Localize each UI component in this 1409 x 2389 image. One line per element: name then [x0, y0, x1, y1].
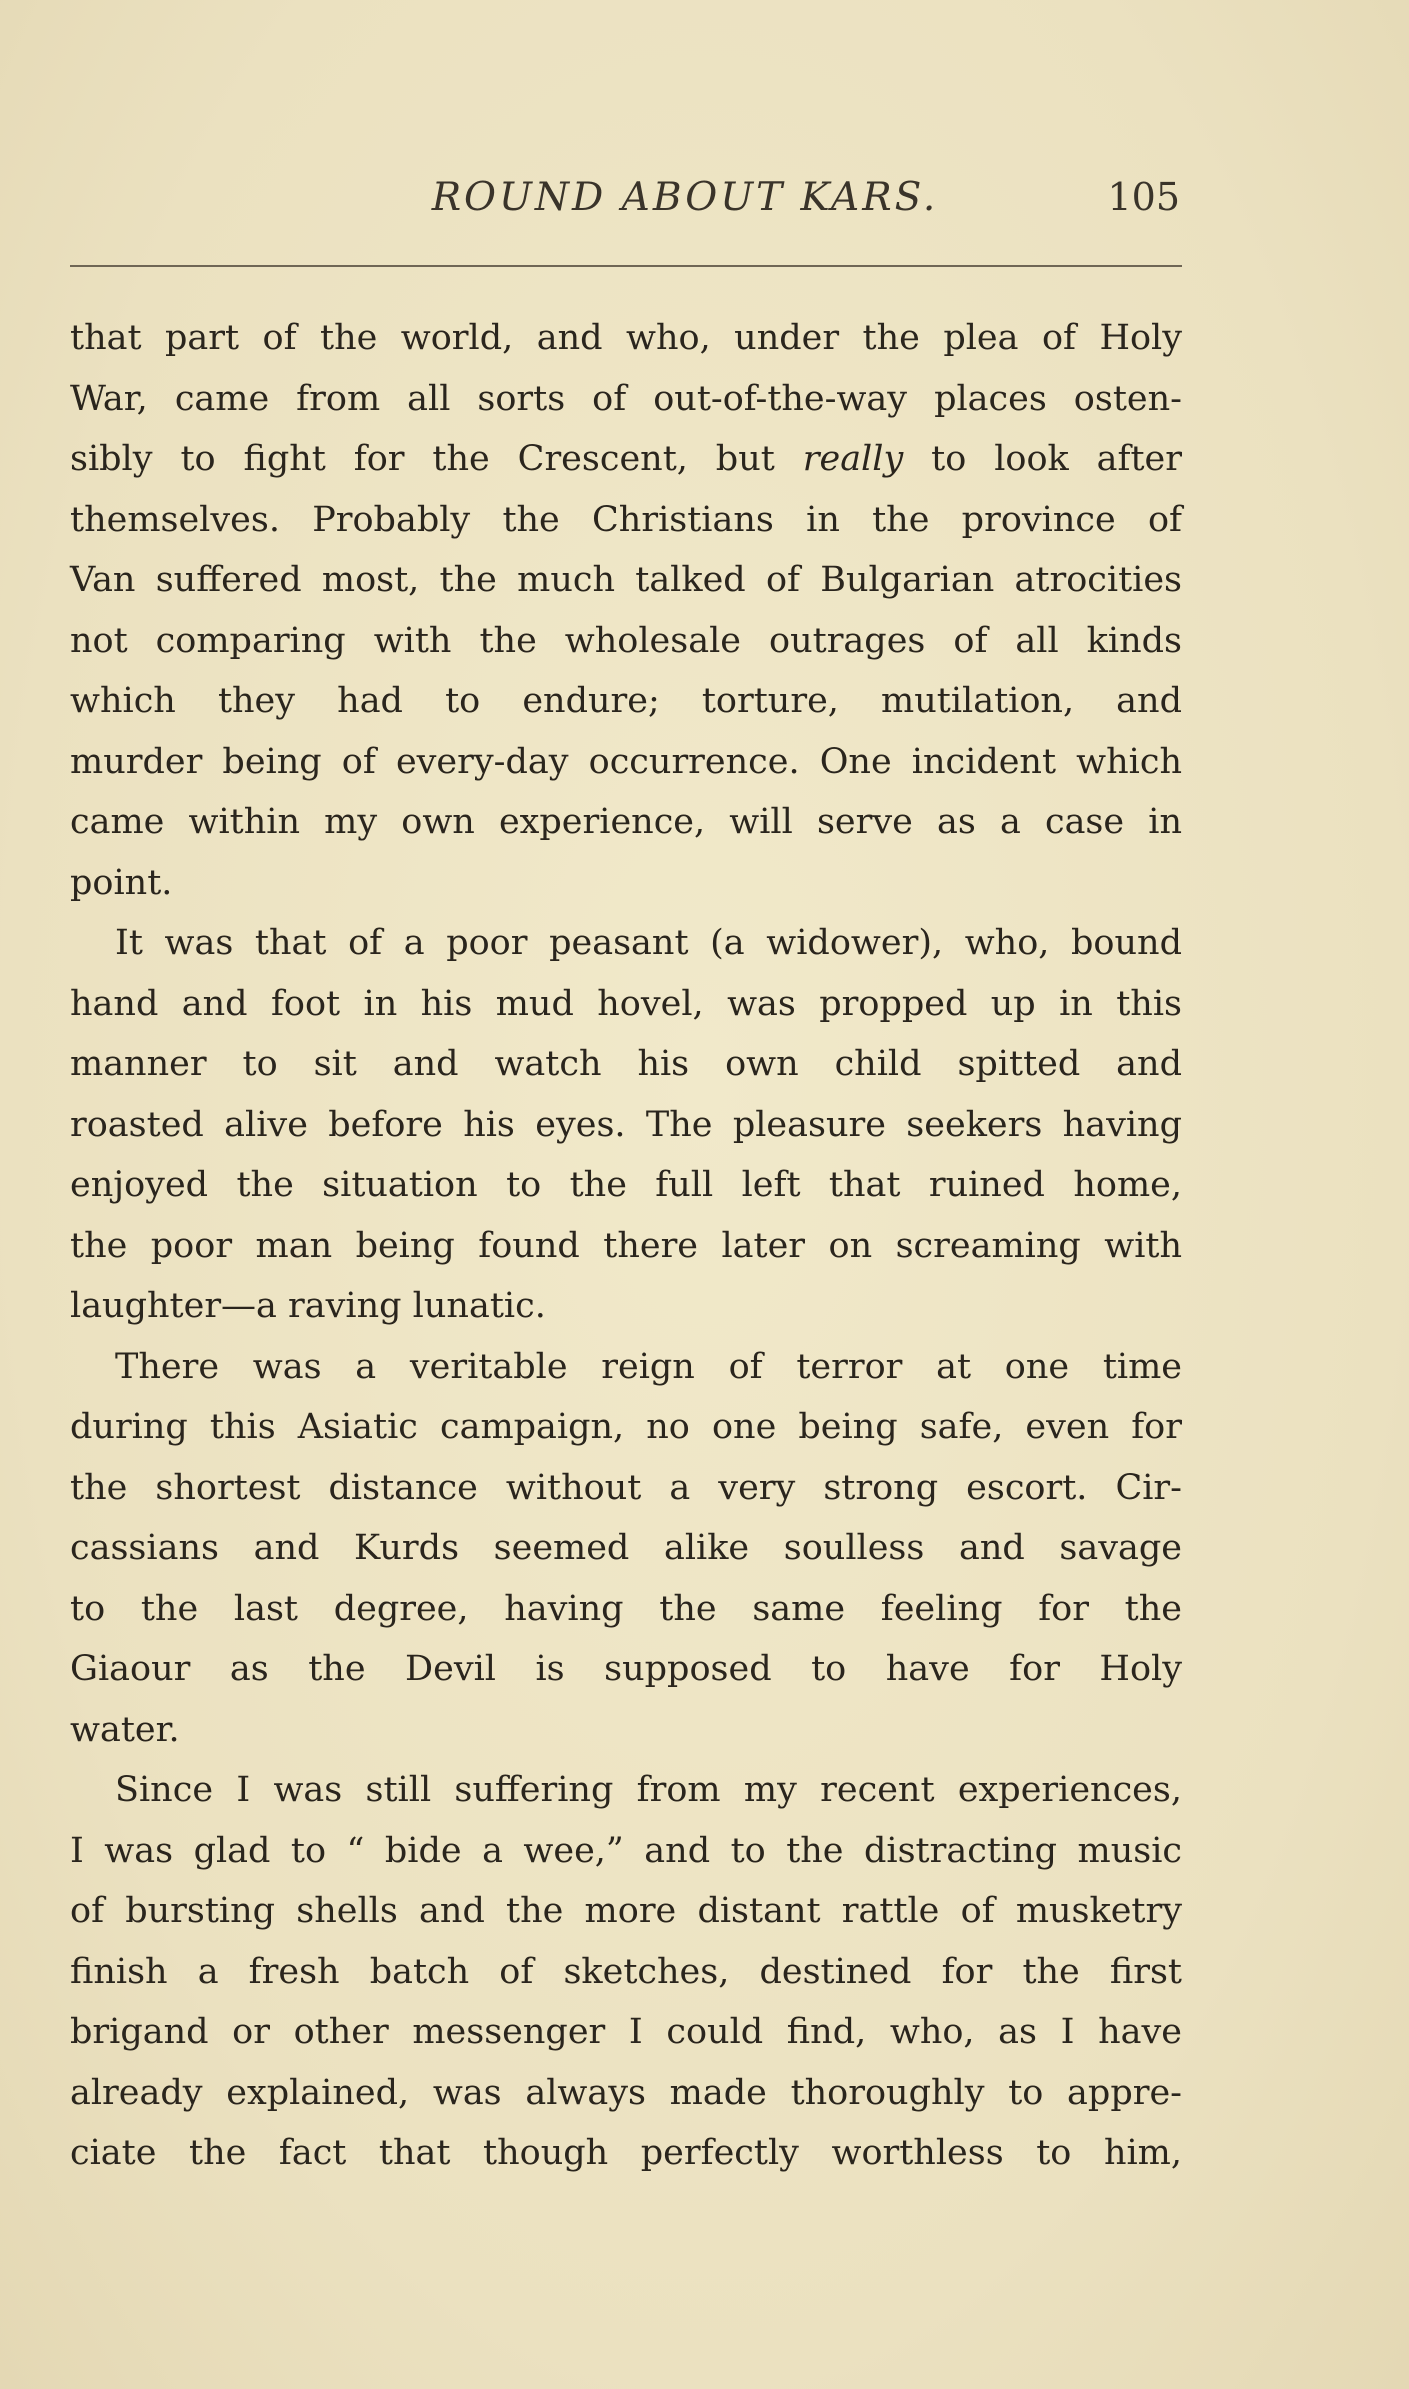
text-line: to the last degree, having the same feeling for the — [70, 1588, 1182, 1629]
text-line: laughter—a raving lunatic. — [70, 1286, 546, 1326]
text-line: themselves. Probably the Christians in the province of — [70, 499, 1182, 540]
paragraph-first-line: There was a veritable reign of terror at one time — [115, 1346, 1182, 1387]
text-line: the poor man being found there later on screaming with — [70, 1225, 1182, 1266]
italic-text: really — [802, 439, 904, 479]
text-line: during this Asiatic campaign, no one being safe, even for — [70, 1407, 1182, 1447]
text-line: brigand or other messenger I could find, who, as I have — [70, 2012, 1182, 2052]
text-line: manner to sit and watch his own child spitted and — [70, 1044, 1182, 1084]
body-text — [70, 308, 1182, 2184]
text-line: roasted alive before his eyes. The pleasure seekers having — [70, 1104, 1182, 1145]
text-line: the shortest distance without a very strong escort. Cir- — [70, 1467, 1182, 1508]
text-line: not comparing with the wholesale outrages of all kinds — [70, 620, 1182, 661]
text-line: Van suffered most, the much talked of Bulgarian atrocities — [70, 560, 1182, 600]
text-line: hand and foot in his mud hovel, was propped up in this — [70, 983, 1182, 1024]
text-line: point. — [70, 862, 173, 903]
text-line: which they had to endure; torture, mutilation, and — [70, 681, 1182, 721]
header-rule — [70, 265, 1182, 267]
text-line — [70, 429, 1182, 490]
text-line: ciate the fact that though perfectly worthless to him, — [70, 2133, 1182, 2173]
text-line: already explained, was always made thoroughly to appre- — [70, 2072, 1182, 2113]
text-line: of bursting shells and the more distant rattle of musketry — [70, 1891, 1182, 1931]
text-line: murder being of every-day occurrence. One incident which — [70, 741, 1182, 782]
paragraph-first-line: It was that of a poor peasant (a widower), who, bound — [115, 923, 1182, 963]
text-line: came within my own experience, will serve as a case in — [70, 802, 1182, 842]
text-segment: sibly to fight for the Crescent, but — [70, 439, 775, 479]
text-line: enjoyed the situation to the full left that ruined home, — [70, 1165, 1182, 1205]
text-line: finish a fresh batch of sketches, destined for the first — [70, 1951, 1182, 1992]
text-line: War, came from all sorts of out-of-the-way places osten- — [70, 378, 1182, 419]
page-header — [70, 175, 1180, 235]
text-line: cassians and Kurds seemed alike soulless and savage — [70, 1528, 1182, 1568]
page-number: 105 — [1107, 175, 1180, 219]
text-line: Giaour as the Devil is supposed to have for Holy — [70, 1649, 1182, 1689]
text-line: that part of the world, and who, under the plea of Holy — [70, 318, 1182, 358]
text-line: I was glad to “ bide a wee,” and to the distracting music — [70, 1830, 1182, 1871]
text-segment: to look after — [931, 439, 1182, 479]
running-title: ROUND ABOUT KARS. — [431, 175, 939, 220]
paragraph-first-line: Since I was still suffering from my recent experiences, — [115, 1770, 1182, 1810]
text-line: water. — [70, 1709, 180, 1750]
